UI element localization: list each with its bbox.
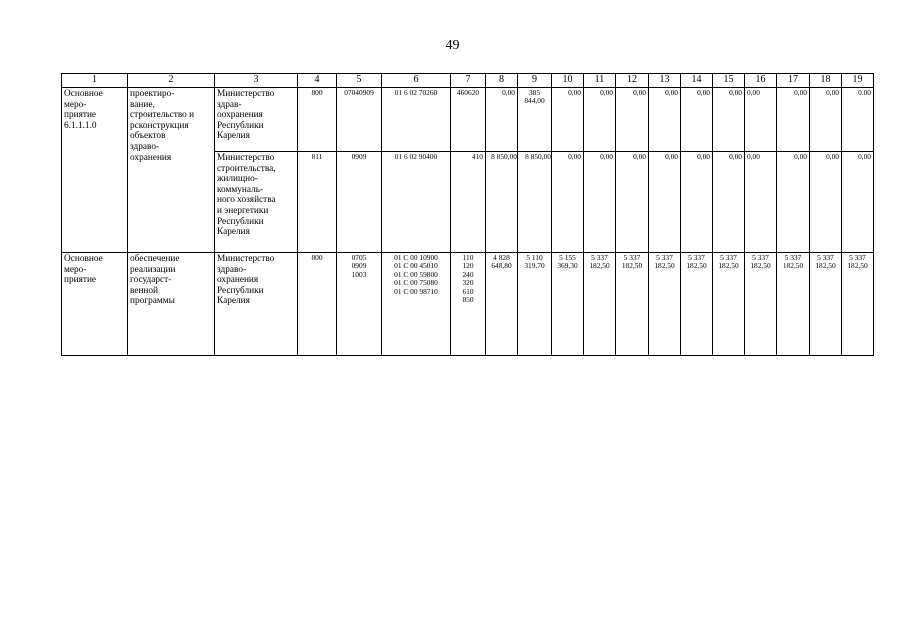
cell-line: приятие (64, 275, 97, 286)
cell-line: 01 С 00 75080 (394, 278, 438, 288)
executor-cell (215, 152, 298, 253)
header-cell: 17 (777, 74, 810, 88)
cell-line: Основное (64, 89, 103, 99)
amount-cell (777, 88, 810, 152)
header-cell: 4 (298, 74, 337, 88)
cell-line: 182,50 (782, 261, 804, 271)
cell-line: 0,00 (747, 88, 760, 97)
rzpr-code-cell (337, 253, 382, 356)
cell-line: реализации (130, 264, 176, 275)
cell-line: 5 337 (591, 253, 608, 262)
amount-cell (810, 253, 842, 356)
cell-line: 0,00 (697, 88, 710, 97)
cell-line: 4 828 (493, 253, 510, 262)
cell-line: оохранения (217, 110, 263, 121)
header-cell: 2 (128, 74, 215, 88)
amount-cell (681, 88, 713, 152)
cell-line: 0,00 (568, 88, 581, 97)
amount-cell (745, 253, 777, 356)
cell-line: вание, (130, 99, 155, 110)
cell-line: 8 850,00 (491, 152, 517, 161)
cell-line: 5 337 (817, 253, 834, 262)
cell-line: Министерство (217, 254, 275, 264)
cell-line: 0,00 (633, 88, 646, 97)
activity-name-cell (62, 88, 128, 253)
cell-line: 610 (462, 286, 474, 296)
grbs-code-cell: 811 (298, 152, 337, 253)
header-cell: 9 (518, 74, 552, 88)
activity-description-cell (128, 88, 215, 253)
cell-line: Карелия (217, 296, 250, 307)
cell-line: 0,00 (502, 88, 515, 97)
cell-line: 0705 (351, 253, 367, 262)
amount-cell (745, 152, 777, 253)
executor-cell (215, 253, 298, 356)
cell-line: 01 6 02 70260 (394, 88, 438, 97)
header-cell: 3 (215, 74, 298, 88)
cell-line: 0,00 (794, 88, 807, 97)
grbs-code-cell: 800 (298, 88, 337, 152)
header-cell: 5 (337, 74, 382, 88)
cell-line: 01 6 02 90400 (394, 152, 438, 161)
csr-code-cell (382, 152, 451, 253)
cell-line: 0909 (351, 152, 367, 161)
cell-line: 110 (462, 253, 474, 262)
cell-line: 182,50 (718, 261, 739, 271)
csr-code-cell (382, 253, 451, 356)
header-cell: 11 (584, 74, 616, 88)
cell-line: 5 337 (849, 253, 866, 262)
cell-line: 182,50 (750, 261, 771, 271)
cell-line: 240 (462, 269, 474, 279)
cell-line: 5 337 (720, 253, 737, 262)
amount-cell (518, 152, 552, 253)
header-cell: 14 (681, 74, 713, 88)
cell-line: проектиро- (130, 89, 175, 99)
cell-line: 01 С 00 10900 (394, 253, 438, 262)
amount-cell (810, 152, 842, 253)
cell-line: 6.1.1.1.0 (64, 120, 97, 131)
cell-line: 0,00 (729, 152, 742, 161)
cell-line: приятие (64, 110, 97, 121)
cell-line: 120 (462, 261, 474, 271)
amount-cell (616, 253, 649, 356)
csr-code-cell (382, 88, 451, 152)
cell-line: Карелия (217, 131, 250, 142)
cell-line: 0,00 (665, 152, 678, 161)
amount-cell (777, 152, 810, 253)
amount-cell (713, 88, 745, 152)
cell-line: 5 155 (559, 253, 576, 262)
cell-line: программы (130, 296, 175, 307)
header-cell: 15 (713, 74, 745, 88)
amount-cell (616, 152, 649, 253)
cell-line: строительства, (217, 163, 276, 174)
cell-line: жилищно- (217, 174, 258, 185)
amount-cell (616, 88, 649, 152)
cell-line: 182,50 (815, 261, 836, 271)
cell-line: 0,00 (747, 152, 760, 161)
amount-cell (552, 88, 584, 152)
cell-line: и энергетики (217, 205, 269, 216)
cell-line: венной (130, 285, 159, 296)
cell-line: строительство и (130, 110, 195, 121)
amount-cell (842, 152, 874, 253)
cell-line: 0,00 (858, 152, 871, 161)
cell-line: 0,00 (697, 152, 710, 161)
header-cell: 6 (382, 74, 451, 88)
amount-cell (518, 253, 552, 356)
amount-cell (649, 152, 681, 253)
amount-cell (486, 88, 518, 152)
header-cell: 16 (745, 74, 777, 88)
amount-cell (552, 253, 584, 356)
cell-line: 460620 (456, 88, 480, 97)
header-cell: 1 (62, 74, 128, 88)
amount-cell (486, 253, 518, 356)
cell-line: государст- (130, 275, 172, 286)
grbs-code-cell: 800 (298, 253, 337, 356)
cell-line: 844,00 (524, 96, 545, 106)
cell-line: 0,00 (600, 88, 613, 97)
cell-line: меро- (64, 264, 87, 275)
executor-cell (215, 88, 298, 152)
rzpr-code-cell (337, 88, 382, 152)
cell-line: 5 337 (656, 253, 673, 262)
cell-line: 01 С 00 45010 (394, 261, 438, 271)
cell-line: объектов (130, 131, 166, 142)
amount-cell (745, 88, 777, 152)
cell-line: 410 (471, 152, 483, 161)
page-number: 49 (445, 38, 460, 53)
header-cell: 13 (649, 74, 681, 88)
vr-code-cell (451, 88, 486, 152)
cell-line: Карелия (217, 227, 250, 238)
amount-cell (810, 88, 842, 152)
amount-cell (584, 152, 616, 253)
header-cell: 10 (552, 74, 584, 88)
cell-line: коммуналь- (217, 184, 264, 195)
cell-line: 320 (462, 278, 474, 288)
cell-line: Министерство (217, 89, 275, 99)
cell-line: 1003 (351, 269, 367, 279)
cell-line: 0,00 (600, 152, 613, 161)
cell-line: 5 337 (623, 253, 641, 262)
activity-name-cell (62, 253, 128, 356)
amount-cell (518, 88, 552, 152)
cell-line: 319,70 (524, 261, 545, 271)
cell-line: 0,00 (633, 152, 646, 161)
header-cell: 8 (486, 74, 518, 88)
cell-line: 0,00 (729, 88, 742, 97)
cell-line: 182,50 (654, 261, 675, 271)
amount-cell (681, 152, 713, 253)
amount-cell (649, 253, 681, 356)
rzpr-code-cell (337, 152, 382, 253)
amount-cell (552, 152, 584, 253)
cell-line: Республики (217, 216, 264, 227)
activity-description-cell (128, 253, 215, 356)
cell-line: 0,00 (826, 88, 839, 97)
cell-line: 182,50 (621, 261, 643, 271)
amount-cell (681, 253, 713, 356)
cell-line: ного хозяйства (217, 195, 276, 206)
cell-line: 5 337 (752, 253, 769, 262)
cell-line: рсконструкция (130, 120, 189, 131)
amount-cell (649, 88, 681, 152)
cell-line: Основное (64, 254, 103, 264)
cell-line: Министерство (217, 153, 275, 163)
cell-line: меро- (64, 99, 87, 110)
vr-code-cell (451, 253, 486, 356)
cell-line: 5 110 (526, 253, 543, 262)
cell-line: 5 337 (784, 253, 802, 262)
amount-cell (713, 253, 745, 356)
header-cell: 7 (451, 74, 486, 88)
cell-line: 5 337 (688, 253, 705, 262)
amount-cell (713, 152, 745, 253)
amount-cell (584, 88, 616, 152)
cell-line: 0.00 (858, 88, 871, 97)
cell-line: 0,00 (826, 152, 839, 161)
cell-line: 0,00 (568, 152, 581, 161)
cell-line: обеспечение (130, 254, 180, 264)
cell-line: 182,50 (686, 261, 707, 271)
cell-line: здраво- (130, 141, 160, 152)
table-row (62, 88, 874, 152)
cell-line: 01 С 00 98710 (394, 286, 438, 296)
cell-line: 385 (528, 88, 541, 97)
budget-table (61, 73, 874, 356)
header-cell: 18 (810, 74, 842, 88)
amount-cell (777, 253, 810, 356)
amount-cell (486, 152, 518, 253)
cell-line: 0,00 (794, 152, 807, 161)
cell-line: 07040909 (344, 88, 374, 97)
cell-line: здраво- (217, 264, 247, 275)
amount-cell (842, 88, 874, 152)
cell-line: здрав- (217, 99, 242, 110)
cell-line: 850 (462, 295, 474, 305)
header-row (62, 74, 874, 88)
amount-cell (842, 253, 874, 356)
cell-line: охранения (130, 152, 172, 163)
cell-line: 01 С 00 59800 (394, 269, 438, 279)
cell-line: 8 850,00 (525, 152, 551, 161)
header-cell: 19 (842, 74, 874, 88)
cell-line: Республики (217, 285, 264, 296)
vr-code-cell (451, 152, 486, 253)
table-row (62, 253, 874, 356)
amount-cell (584, 253, 616, 356)
cell-line: 369,30 (557, 261, 578, 271)
cell-line: охранения (217, 275, 259, 286)
cell-line: 0909 (351, 261, 367, 271)
cell-line: 182,50 (847, 261, 868, 271)
cell-line: 0,00 (665, 88, 678, 97)
header-cell: 12 (616, 74, 649, 88)
cell-line: 182,50 (589, 261, 610, 271)
cell-line: 648,80 (491, 261, 512, 271)
cell-line: Республики (217, 120, 264, 131)
